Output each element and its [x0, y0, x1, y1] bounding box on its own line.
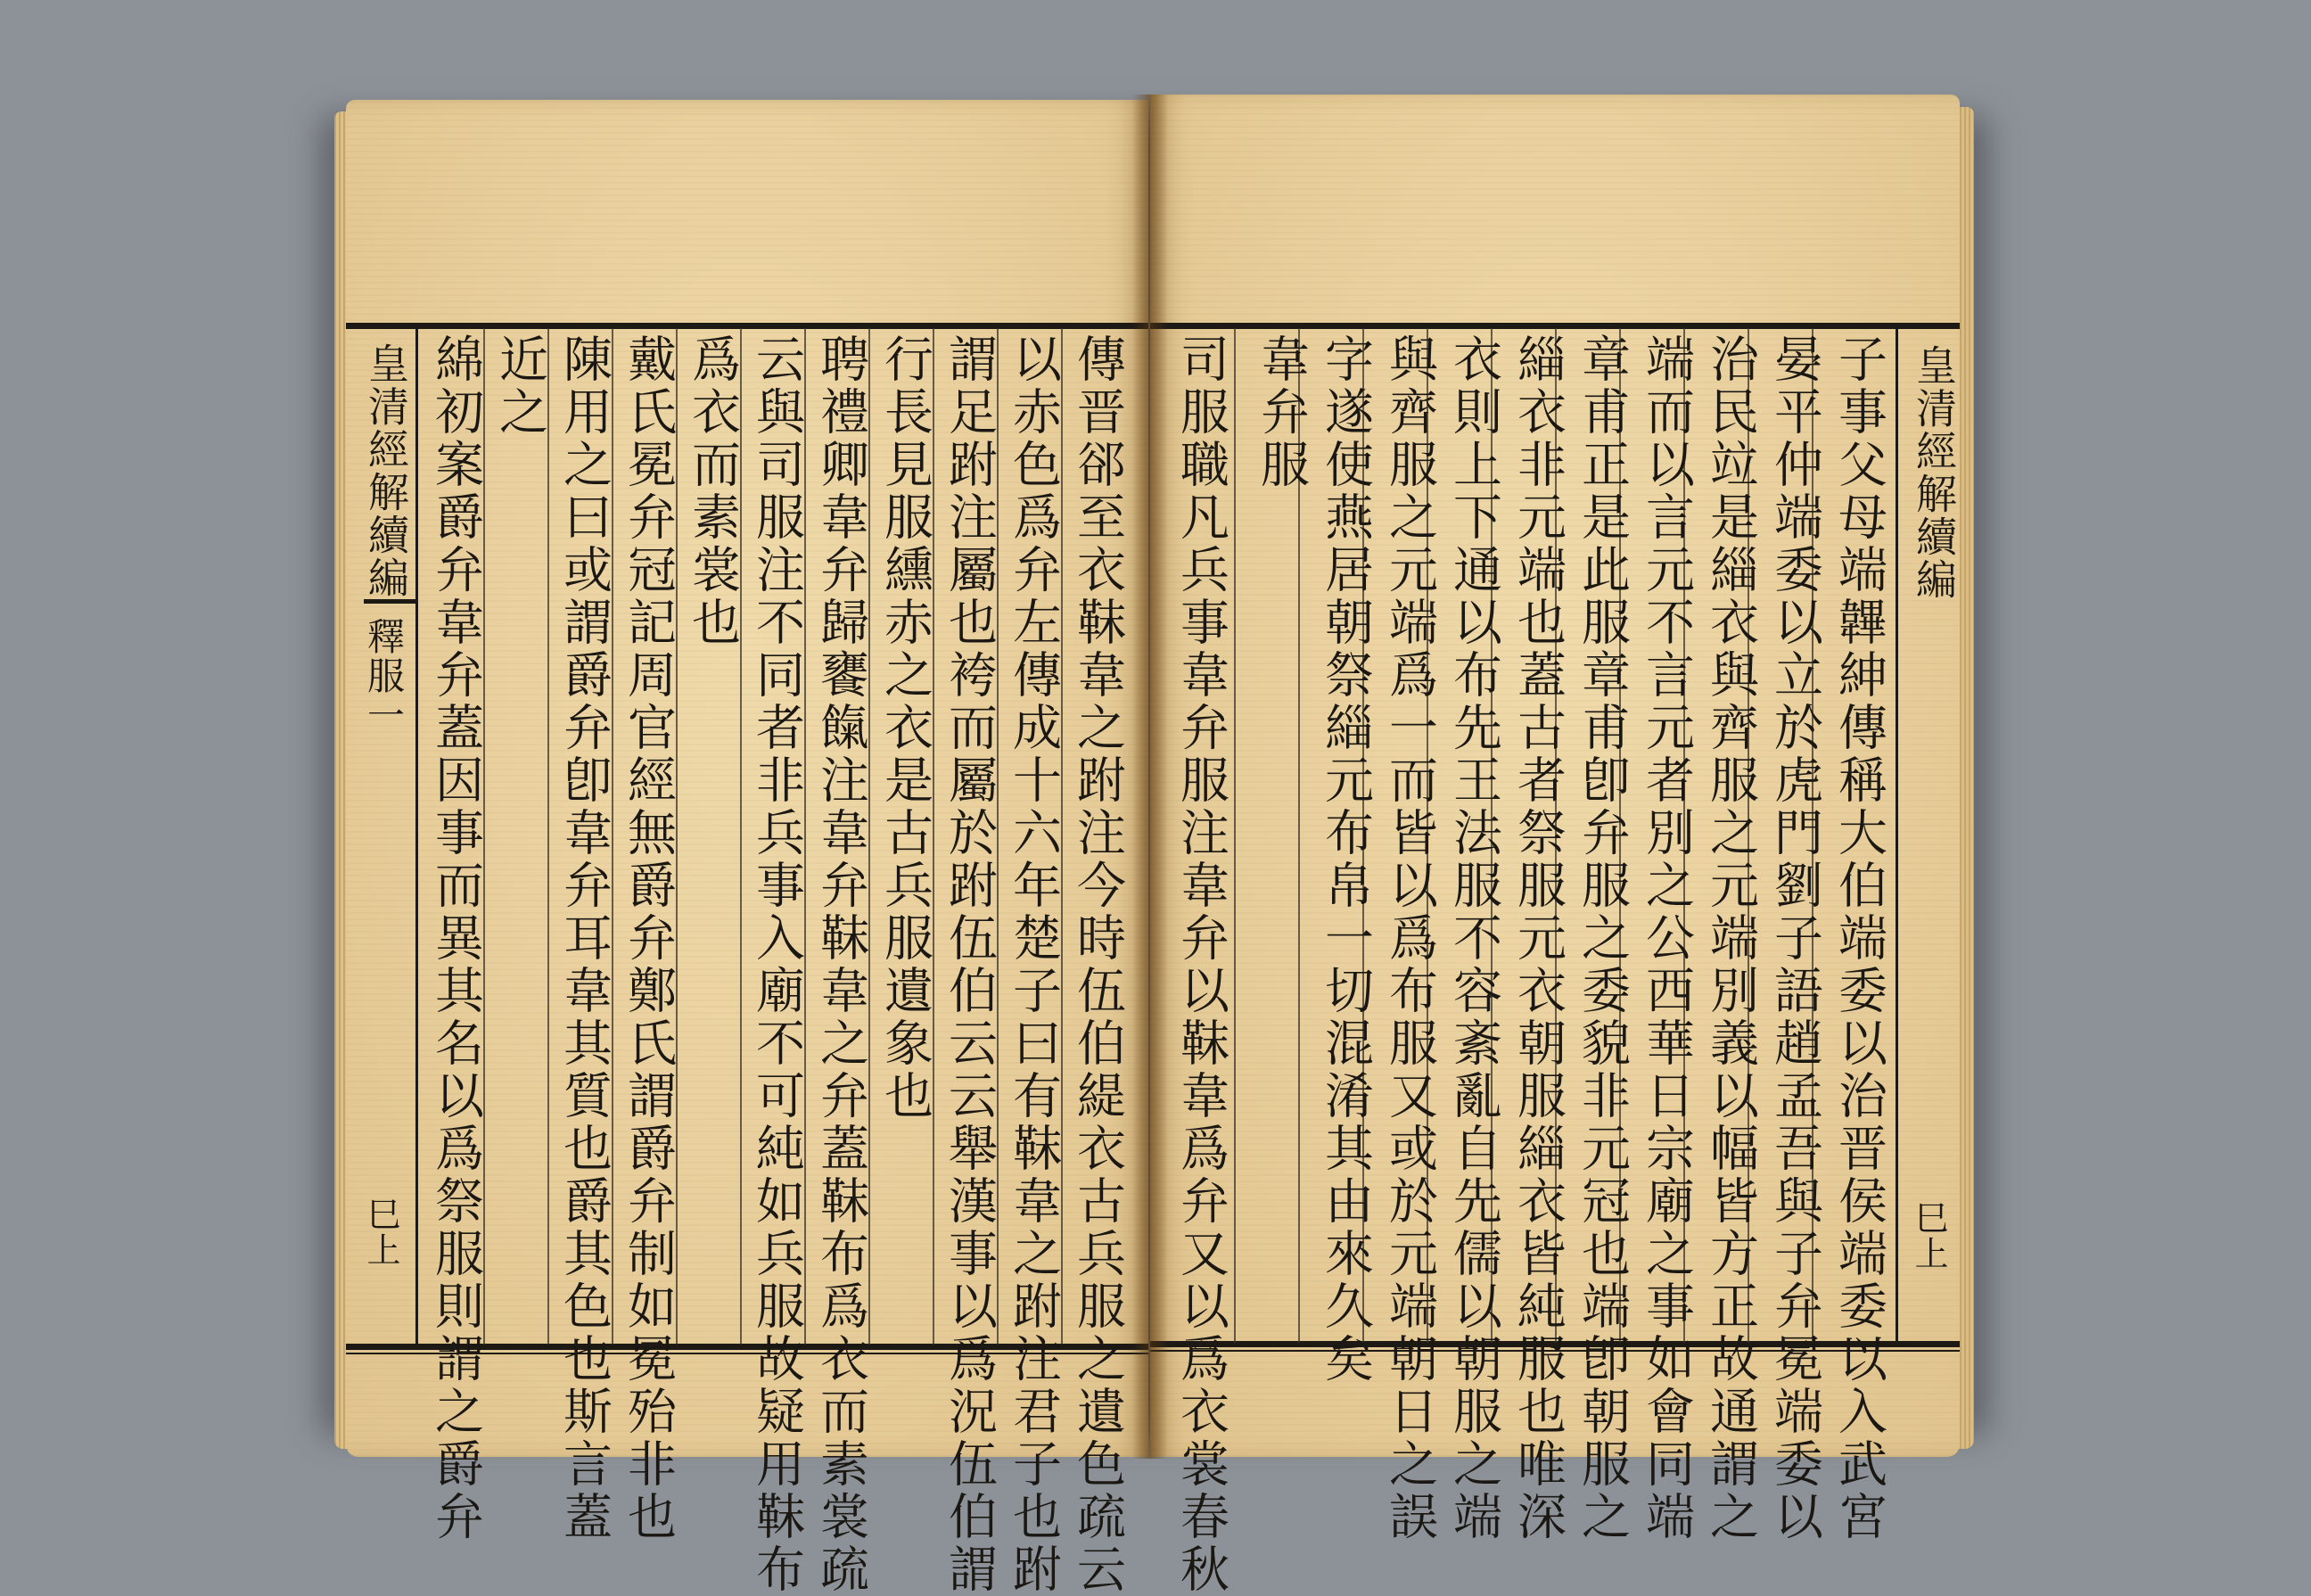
left-text-column-2: 以赤色爲弁左傳成十六年楚子曰有靺韋之跗注君子也跗 — [1005, 333, 1062, 1596]
left-page — [346, 100, 1148, 1596]
right-text-column-3: 治民竝是緇衣與齊服之元端別義以幅皆方正故通謂之 — [1702, 333, 1759, 1543]
left-fish-tail — [364, 599, 415, 604]
left-column-separator — [547, 328, 549, 1345]
right-text-column-10: 韋弁服 — [1253, 333, 1310, 491]
left-margin-title: 皇清經解續編 — [362, 342, 410, 599]
left-text-column-3: 謂足跗注屬也袴而屬於跗伍伯云云舉漢事以爲況伍伯謂 — [941, 333, 998, 1596]
left-margin-rule — [415, 323, 418, 1348]
right-margin-title: 皇清經解續編 — [1910, 344, 1958, 601]
right-page — [1150, 95, 1960, 1596]
right-margin-rule — [1896, 323, 1898, 1346]
right-column-separator — [1234, 328, 1236, 1343]
left-text-column-1: 傳晋郤至衣靺韋之跗注今時伍伯緹衣古兵服之遺色疏云 — [1069, 333, 1126, 1596]
right-text-column-8: 與齊服之元端爲一而皆以爲布服又或於元端朝日之誤 — [1381, 333, 1438, 1543]
left-text-column-6: 云與司服注不同者非兵事入廟不可純如兵服故疑用靺布 — [748, 333, 805, 1596]
right-text-column-5: 章甫正是此服章甫卽弁服之委貌非元冠也端卽朝服之 — [1574, 333, 1631, 1543]
right-text-column-11: 司服職凡兵事韋弁服注韋弁以靺韋爲弁又以爲衣裳春秋 — [1172, 333, 1230, 1596]
right-text-column-2: 晏平仲端委以立於虎門劉子語趙孟吾與子弁冕端委以 — [1766, 333, 1823, 1543]
left-text-column-5: 聘禮卿韋弁歸饔餼注韋弁靺韋之弁蓋靺布爲衣而素裳疏 — [812, 333, 869, 1596]
right-text-column-1: 子事父母端韠紳傳稱大伯端委以治晋侯端委以入武宮 — [1830, 333, 1887, 1543]
right-text-column-7: 衣則上下通以布先王法服不容紊亂自先儒以朝服之端 — [1445, 333, 1502, 1543]
right-text-column-4: 端而以言元不言元者別之公西華日宗廟之事如會同端 — [1638, 333, 1695, 1543]
right-text-column-9: 字遂使燕居朝祭緇元布帛一切混淆其由來久矣 — [1317, 333, 1374, 1386]
left-margin-folio: 巳上 — [361, 1197, 400, 1268]
left-margin-section: 釋服一 — [362, 617, 406, 735]
left-text-column-10: 近之 — [491, 333, 548, 439]
left-text-column-7: 爲衣而素裳也 — [684, 333, 741, 649]
left-top-rule — [346, 323, 1148, 329]
right-text-column-6: 緇衣非元端也蓋古者祭服元衣朝服緇衣皆純服也唯深 — [1509, 333, 1567, 1543]
left-text-column-8: 戴氏冕弁冠記周官經無爵弁鄭氏謂爵弁制如冕殆非也 — [620, 333, 677, 1543]
right-margin-folio: 巳上 — [1909, 1200, 1948, 1271]
left-text-column-9: 陳用之曰或謂爵弁卽韋弁耳韋其質也爵其色也斯言蓋 — [555, 333, 613, 1543]
left-text-column-11: 綿初案爵弁韋弁蓋因事而異其名以爲祭服則謂之爵弁 — [427, 333, 484, 1543]
left-text-column-4: 行長見服纁赤之衣是古兵服遺象也 — [876, 333, 933, 1123]
book-gutter — [1132, 95, 1168, 1459]
